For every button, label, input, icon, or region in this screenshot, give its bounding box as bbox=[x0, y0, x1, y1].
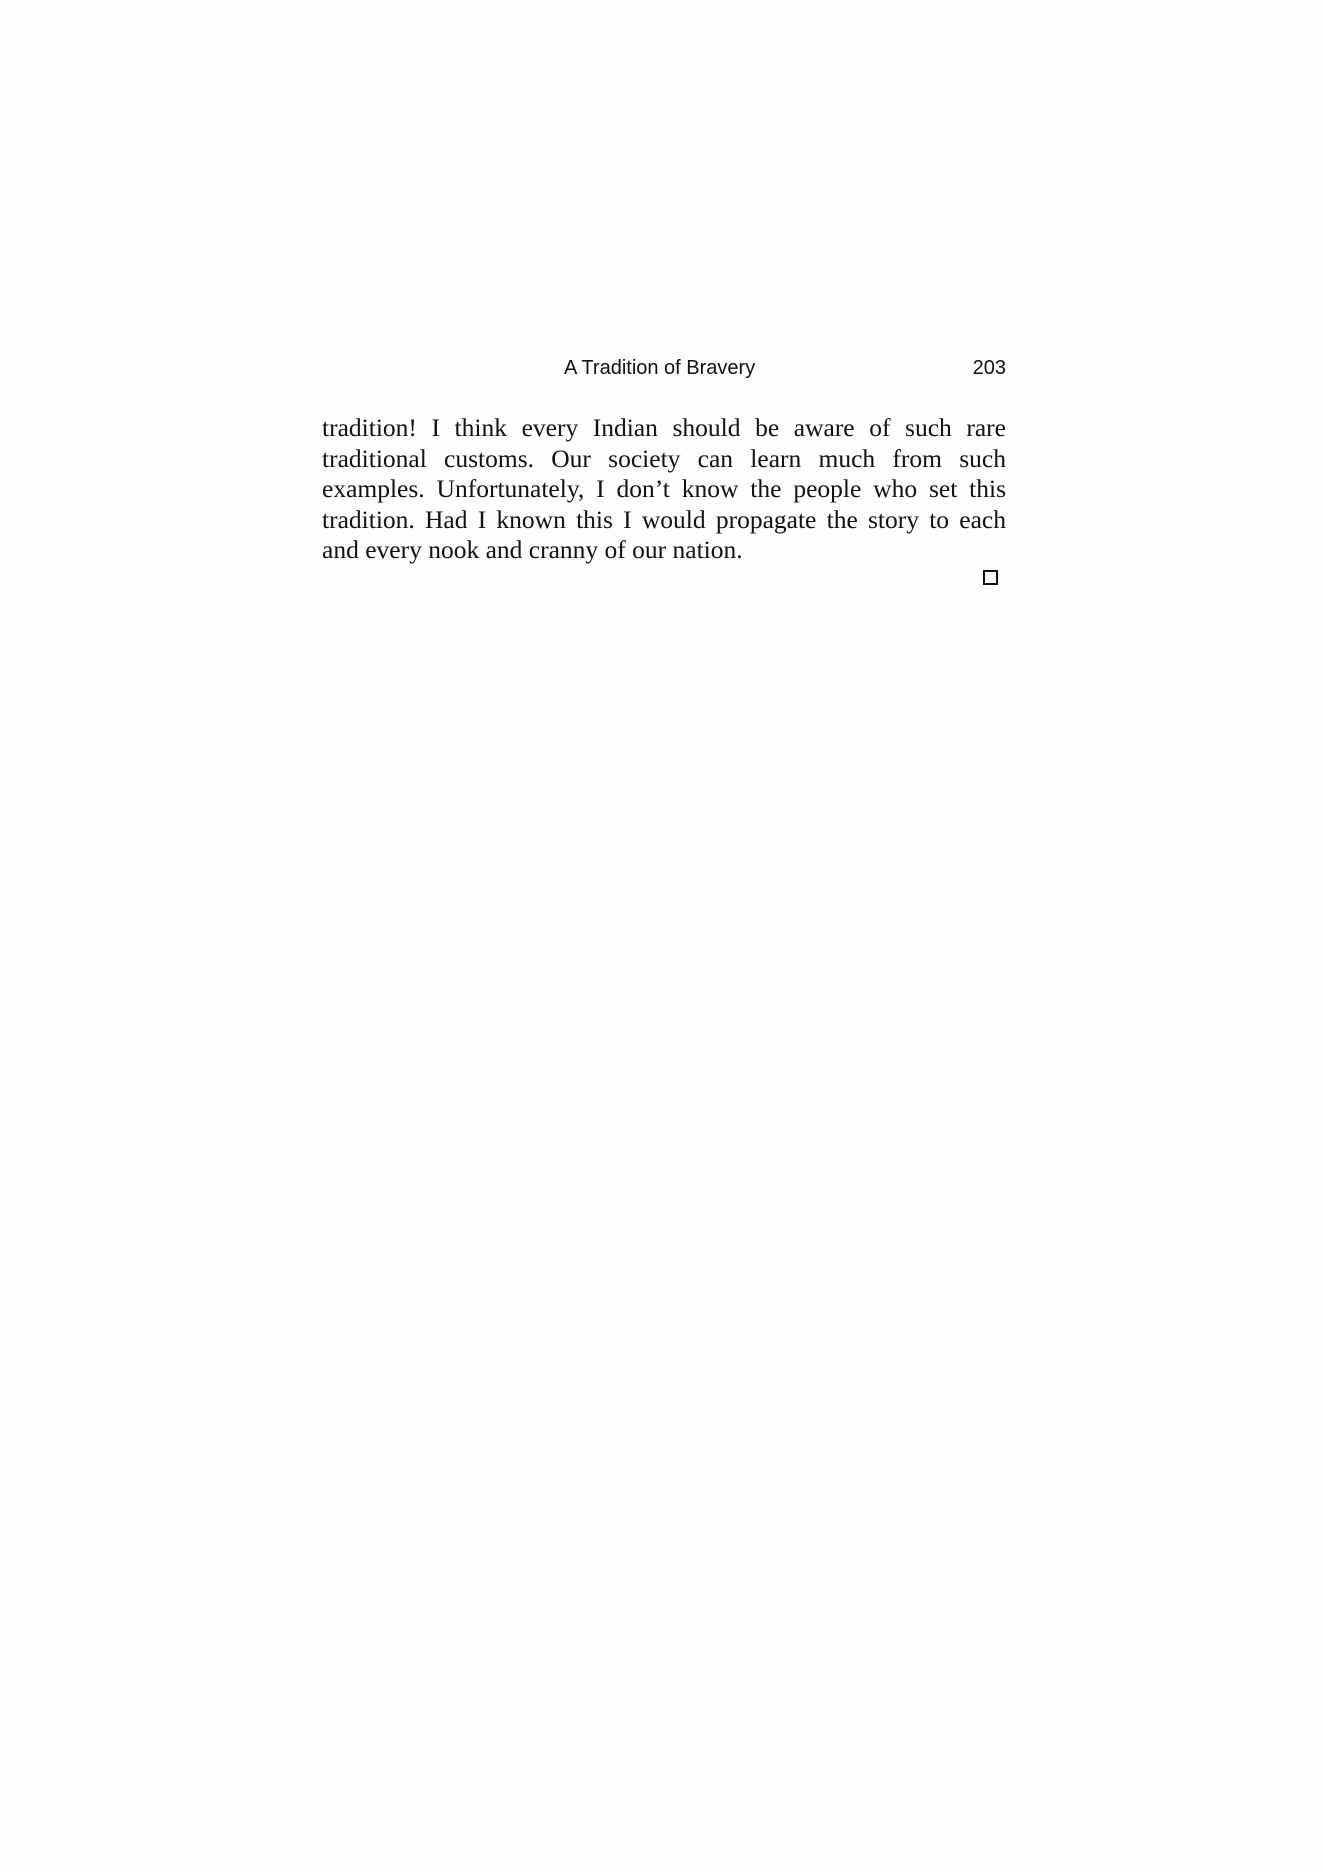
end-mark-icon bbox=[983, 570, 998, 585]
body-paragraph bbox=[322, 413, 1006, 566]
running-header bbox=[322, 354, 1006, 382]
page-number: 203 bbox=[972, 357, 1006, 379]
running-title: A Tradition of Bravery bbox=[564, 357, 756, 379]
paragraph-line: and every nook and cranny of our nation. bbox=[322, 535, 743, 564]
paragraph-line: tradition! I think every Indian should be aware of such rare bbox=[322, 413, 1006, 442]
paragraph-line: tradition. Had I known this I would propagate the story to each bbox=[322, 504, 1006, 534]
paragraph-line: traditional customs. Our society can learn much from such bbox=[322, 443, 1006, 473]
paragraph-line: examples. Unfortunately, I don’t know the people who set this bbox=[322, 474, 1006, 503]
